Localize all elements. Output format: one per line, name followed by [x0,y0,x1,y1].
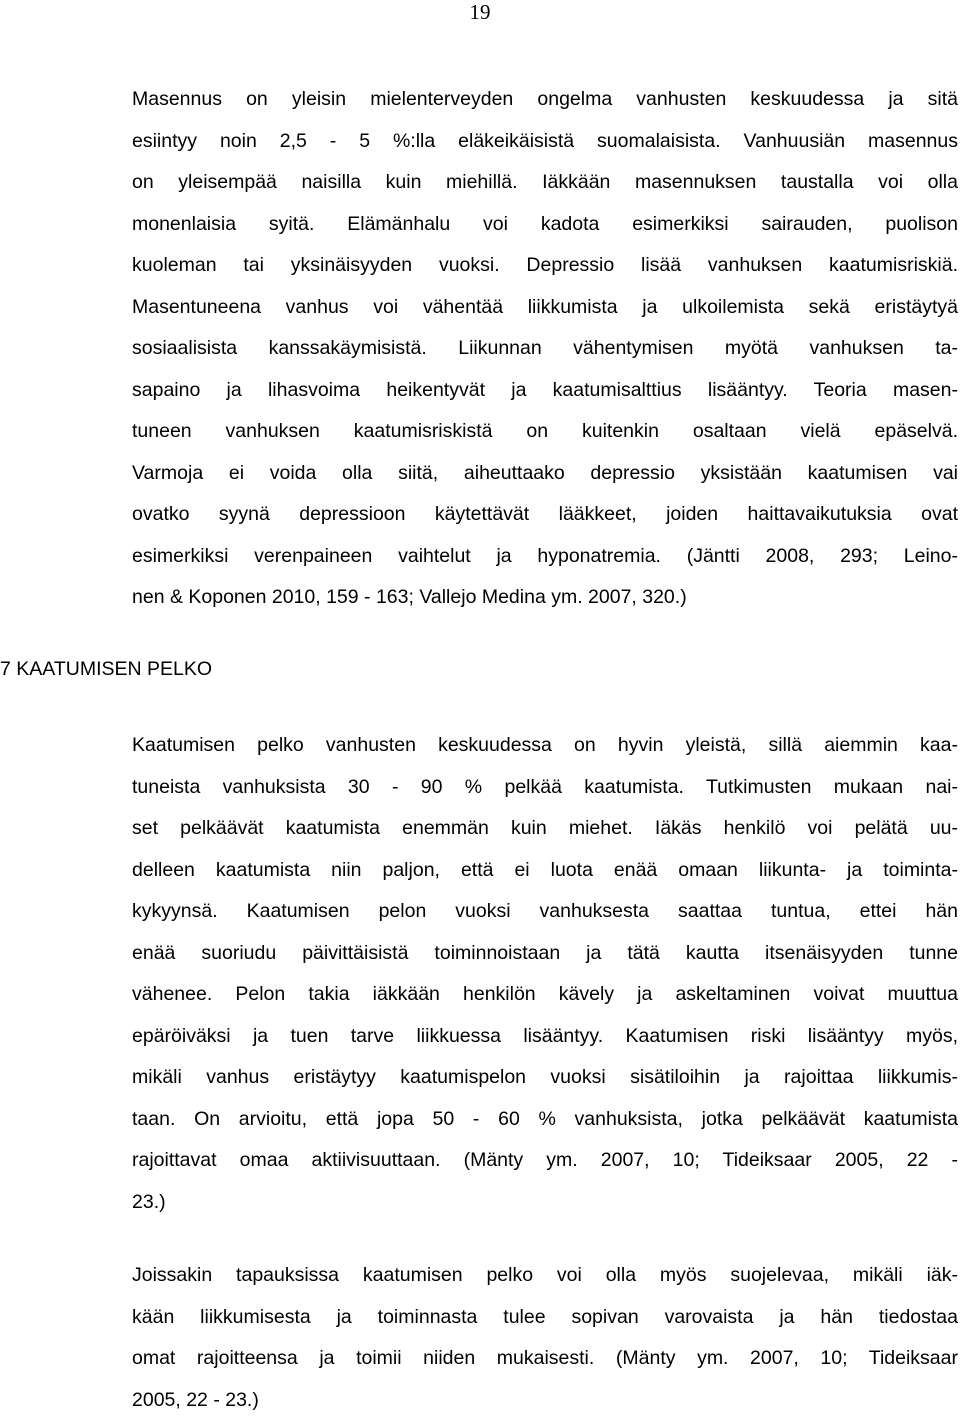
text-line: Kaatumisen pelko vanhusten keskuudessa on hyvin yleistä, sillä aiemmin kaa- [132,725,958,767]
text-line: 2005, 22 - 23.) [132,1380,958,1421]
text-line: ovatko syynä depressioon käytettävät lääkkeet, joiden haittavaikutuksia ovat [132,494,958,536]
text-line: Joissakin tapauksissa kaatumisen pelko voi olla myös suojelevaa, mikäli iäk- [132,1255,958,1297]
text-line: mikäli vanhus eristäytyy kaatumispelon vuoksi sisätiloihin ja rajoittaa liikkumis- [132,1057,958,1099]
text-line: kään liikkumisesta ja toiminnasta tulee sopivan varovaista ja hän tiedostaa [132,1297,958,1339]
text-line: sosiaalisista kanssakäymisistä. Liikunnan vähentymisen myötä vanhuksen ta- [132,328,958,370]
text-line: 23.) [132,1182,958,1224]
text-line: esimerkiksi verenpaineen vaihtelut ja hyponatremia. (Jäntti 2008, 293; Leino- [132,536,958,578]
text-line: tuneista vanhuksista 30 - 90 % pelkää kaatumista. Tutkimusten mukaan nai- [132,767,958,809]
text-line: rajoittavat omaa aktiivisuuttaan. (Mänty ym. 2007, 10; Tideiksaar 2005, 22 - [132,1140,958,1182]
paragraph-protective-fear [132,1255,958,1421]
text-line: enää suoriudu päivittäisistä toiminnoistaan ja tätä kautta itsenäisyyden tunne [132,933,958,975]
text-line: Masentuneena vanhus voi vähentää liikkumista ja ulkoilemista sekä eristäytyä [132,287,958,329]
text-line: kykyynsä. Kaatumisen pelon vuoksi vanhuksesta saattaa tuntua, ettei hän [132,891,958,933]
paragraph-depression [132,79,958,619]
text-line: taan. On arvioitu, että jopa 50 - 60 % vanhuksista, jotka pelkäävät kaatumista [132,1099,958,1141]
paragraph-fear-of-falling [132,725,958,1223]
text-line: Masennus on yleisin mielenterveyden ongelma vanhusten keskuudessa ja sitä [132,79,958,121]
text-line: set pelkäävät kaatumista enemmän kuin miehet. Iäkäs henkilö voi pelätä uu- [132,808,958,850]
text-line: vähenee. Pelon takia iäkkään henkilön kävely ja askeltaminen voivat muuttua [132,974,958,1016]
text-line: esiintyy noin 2,5 - 5 %:lla eläkeikäisistä suomalaisista. Vanhuusiän masennus [132,121,958,163]
text-line: epäröiväksi ja tuen tarve liikkuessa lisääntyy. Kaatumisen riski lisääntyy myös, [132,1016,958,1058]
text-line: monenlaisia syitä. Elämänhalu voi kadota esimerkiksi sairauden, puolison [132,204,958,246]
section-heading: 7 KAATUMISEN PELKO [0,655,212,683]
text-line: delleen kaatumista niin paljon, että ei luota enää omaan liikunta- ja toiminta- [132,850,958,892]
text-line: nen & Koponen 2010, 159 - 163; Vallejo Medina ym. 2007, 320.) [132,577,958,619]
text-line: tuneen vanhuksen kaatumisriskistä on kuitenkin osaltaan vielä epäselvä. [132,411,958,453]
text-line: kuoleman tai yksinäisyyden vuoksi. Depressio lisää vanhuksen kaatumisriskiä. [132,245,958,287]
text-line: sapaino ja lihasvoima heikentyvät ja kaatumisalttius lisääntyy. Teoria masen- [132,370,958,412]
text-line: Varmoja ei voida olla siitä, aiheuttaako depressio yksistään kaatumisen vai [132,453,958,495]
page-number: 19 [0,0,960,24]
text-line: omat rajoitteensa ja toimii niiden mukaisesti. (Mänty ym. 2007, 10; Tideiksaar [132,1338,958,1380]
text-line: on yleisempää naisilla kuin miehillä. Iäkkään masennuksen taustalla voi olla [132,162,958,204]
